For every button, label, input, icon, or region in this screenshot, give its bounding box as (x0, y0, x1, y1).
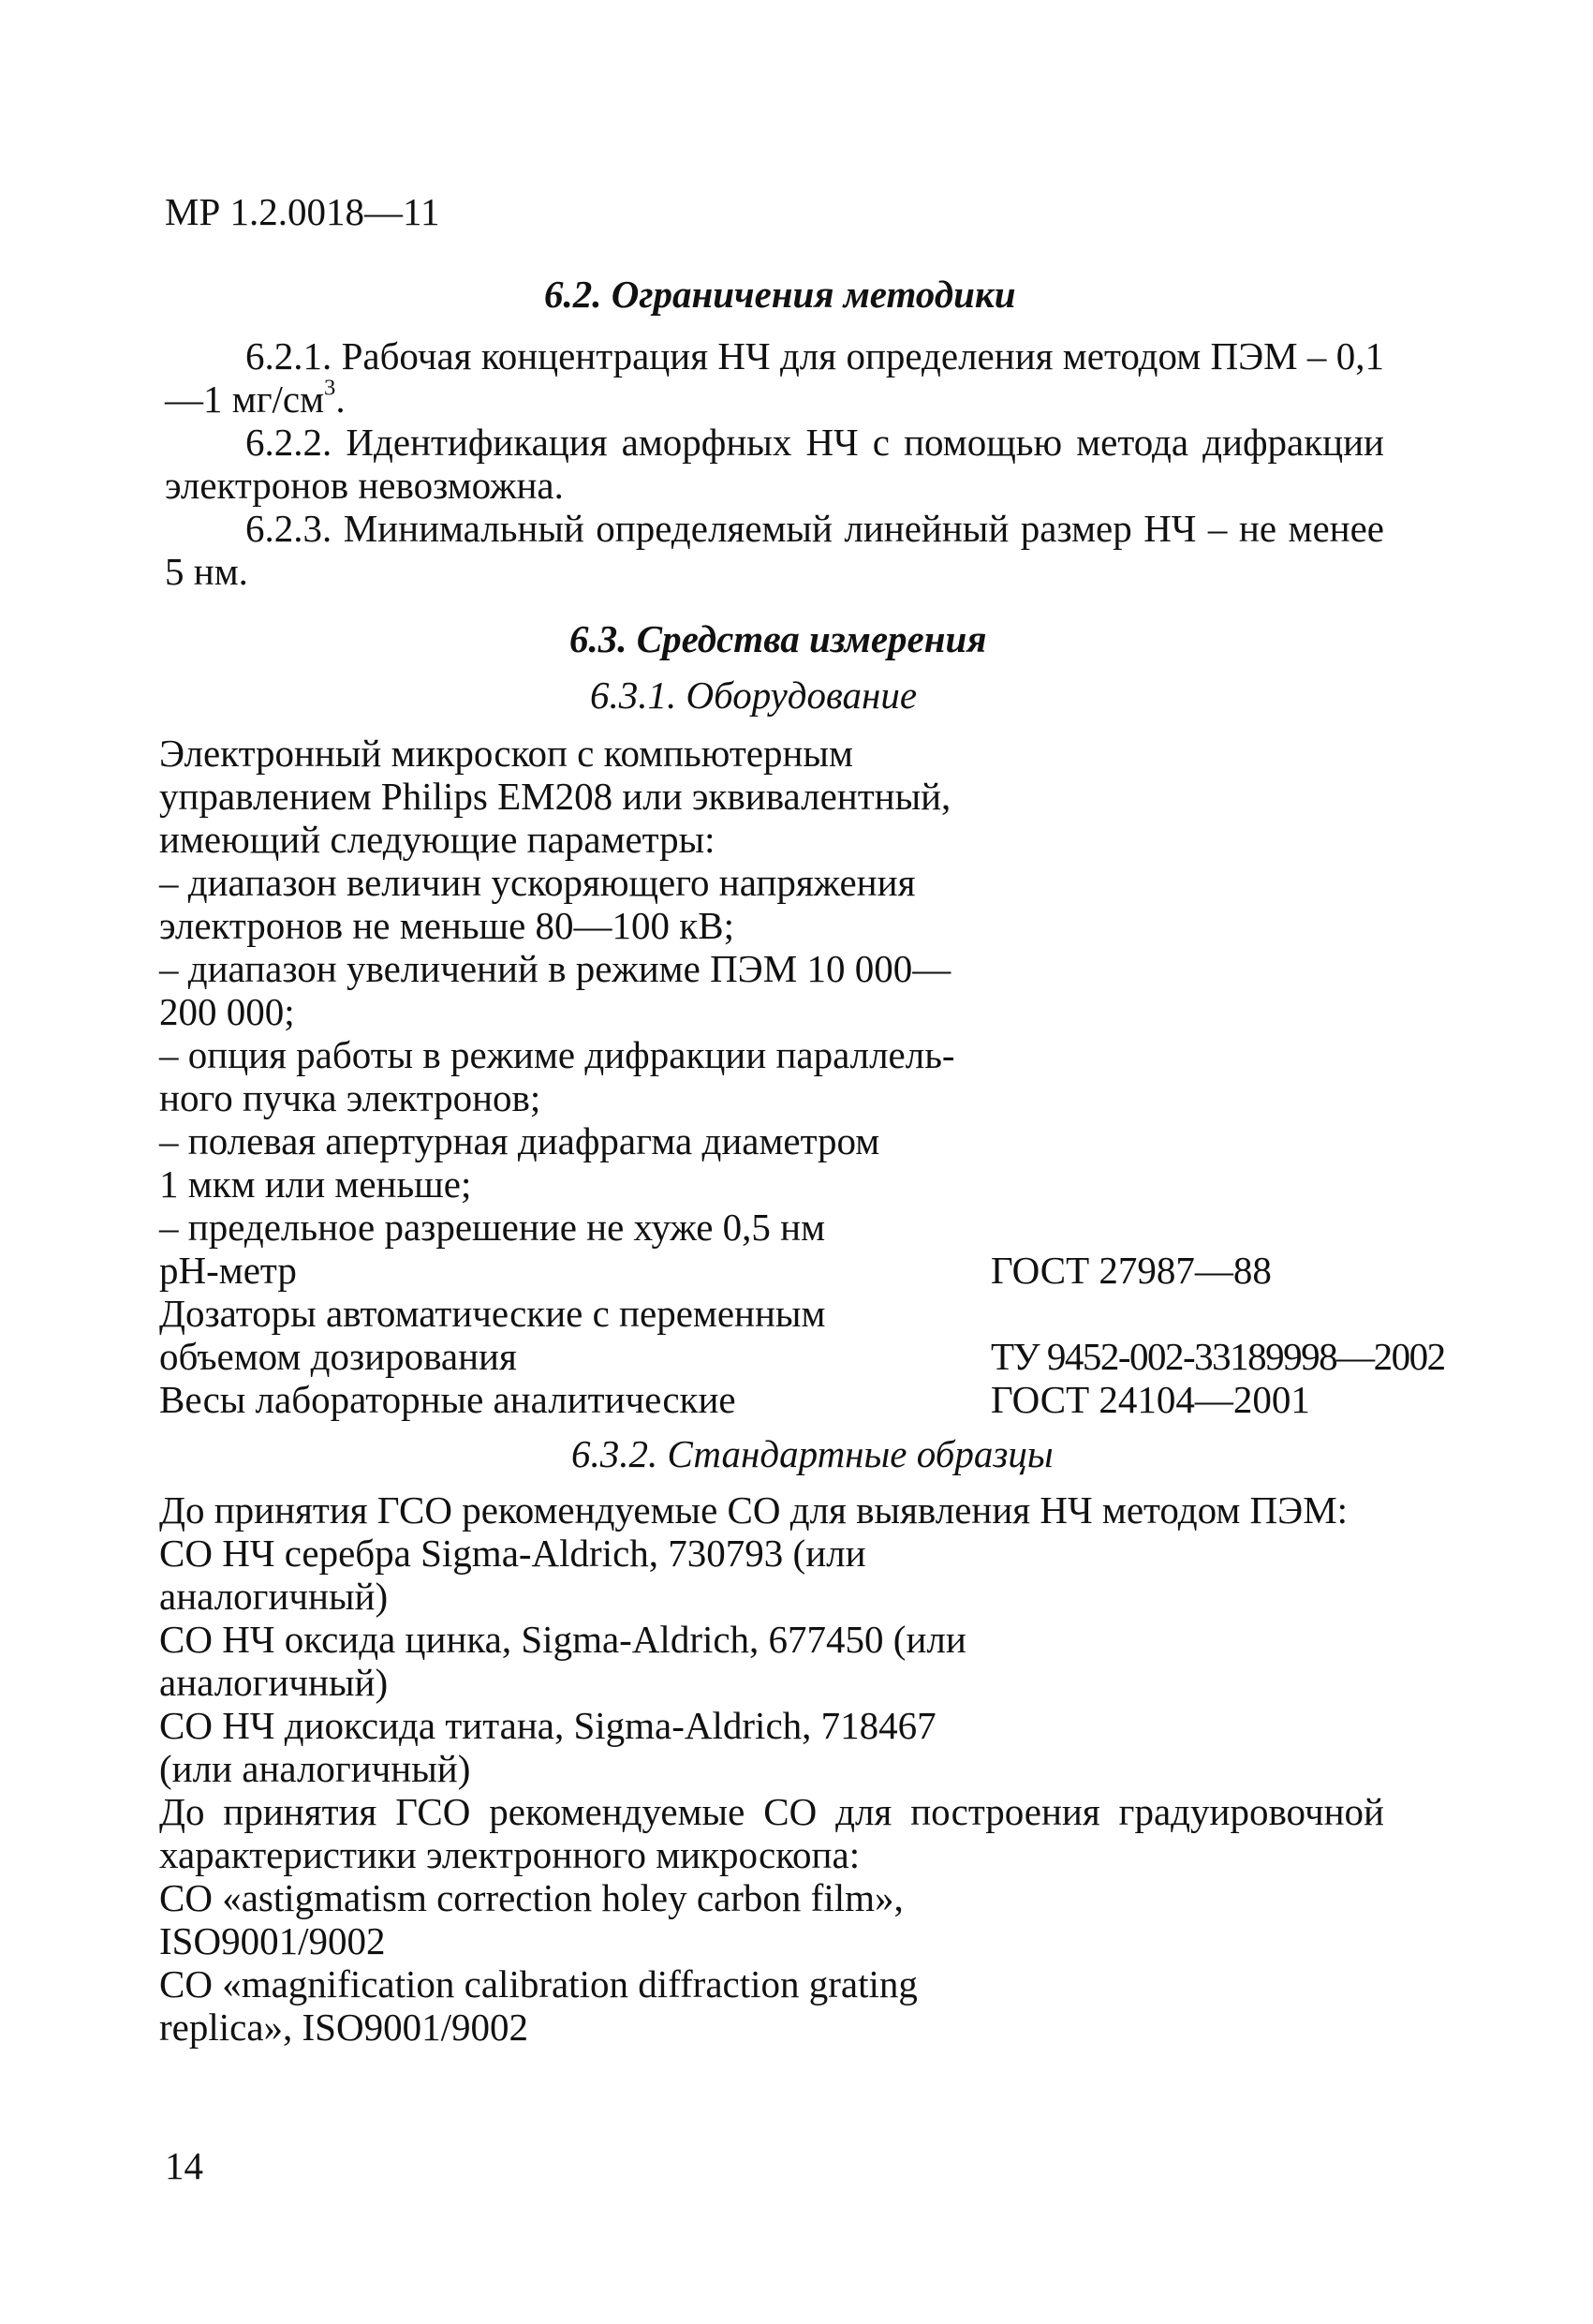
equipment-line: управлением Philips EM208 или эквивалентный, (159, 775, 951, 818)
sample-line: СО НЧ серебра Sigma-Aldrich, 730793 (или (159, 1532, 866, 1575)
item-6-2-1 (165, 335, 1384, 422)
equipment-line: имеющий следующие параметры: (159, 818, 715, 861)
equipment-line: – опция работы в режиме дифракции параллель- (159, 1033, 955, 1076)
page-number: 14 (165, 2144, 203, 2187)
section-6-2-title: 6.2. Ограничения методики (544, 273, 1016, 316)
equipment-line: 1 мкм или меньше; (159, 1162, 472, 1206)
equipment-line: – диапазон величин ускоряющего напряжения (159, 861, 916, 904)
instrument-standard: ТУ 9452-002-33189998—2002 (991, 1335, 1445, 1378)
equipment-line: Электронный микроскоп с компьютерным (159, 732, 853, 775)
equipment-line: – диапазон увеличений в режиме ПЭМ 10 000— (159, 947, 951, 990)
sample-line: СО НЧ оксида цинка, Sigma-Aldrich, 677450 (или (159, 1618, 966, 1661)
instrument-name: объемом дозирования (159, 1335, 517, 1378)
calibration-line: СО «magnification calibration diffraction grating (159, 1962, 918, 2006)
subsection-6-3-2-title: 6.3.2. Стандартные образцы (571, 1432, 1054, 1475)
section-6-3-title: 6.3. Средства измерения (569, 617, 987, 660)
item-6-2-1-sup: 3 (324, 375, 336, 401)
item-6-2-1-text: 6.2.1. Рабочая концентрация НЧ для определения методом ПЭМ – 0,1—1 мг/см (165, 334, 1384, 421)
equipment-line: электронов не меньше 80—100 кВ; (159, 904, 734, 947)
sample-line: СО НЧ диоксида титана, Sigma-Aldrich, 718467 (159, 1704, 937, 1747)
equipment-line: 200 000; (159, 990, 295, 1033)
samples-intro: До принятия ГСО рекомендуемые СО для выявления НЧ методом ПЭМ: (159, 1488, 1349, 1532)
instrument-name: Весы лабораторные аналитические (159, 1378, 736, 1421)
instrument-standard: ГОСТ 24104—2001 (991, 1378, 1310, 1421)
equipment-line: – полевая апертурная диафрагма диаметром (159, 1119, 880, 1162)
instrument-name: pH-метр (159, 1249, 297, 1292)
calibration-line: СО «astigmatism correction holey carbon film», (159, 1876, 904, 1919)
document-code: МР 1.2.0018—11 (165, 190, 440, 233)
sample-line: аналогичный) (159, 1661, 389, 1704)
equipment-line: ного пучка электронов; (159, 1076, 541, 1119)
item-6-2-2: 6.2.2. Идентификация аморфных НЧ с помощью метода дифракции электронов невозможна. (165, 421, 1384, 507)
sample-line: (или аналогичный) (159, 1747, 471, 1790)
sample-line: аналогичный) (159, 1575, 389, 1618)
calibration-intro: До принятия ГСО рекомендуемые СО для построения градуировочной характеристики электронного микроскопа: (159, 1790, 1384, 1876)
item-6-2-1-end: . (335, 377, 346, 421)
calibration-line: replica», ISO9001/9002 (159, 2006, 528, 2049)
equipment-line: – предельное разрешение не хуже 0,5 нм (159, 1206, 826, 1249)
calibration-line: ISO9001/9002 (159, 1919, 386, 1962)
instrument-name: Дозаторы автоматические с переменным (159, 1292, 826, 1335)
instrument-standard: ГОСТ 27987—88 (991, 1249, 1272, 1292)
item-6-2-3: 6.2.3. Минимальный определяемый линейный размер НЧ – не менее 5 нм. (165, 507, 1384, 593)
subsection-6-3-1-title: 6.3.1. Оборудование (590, 674, 918, 717)
